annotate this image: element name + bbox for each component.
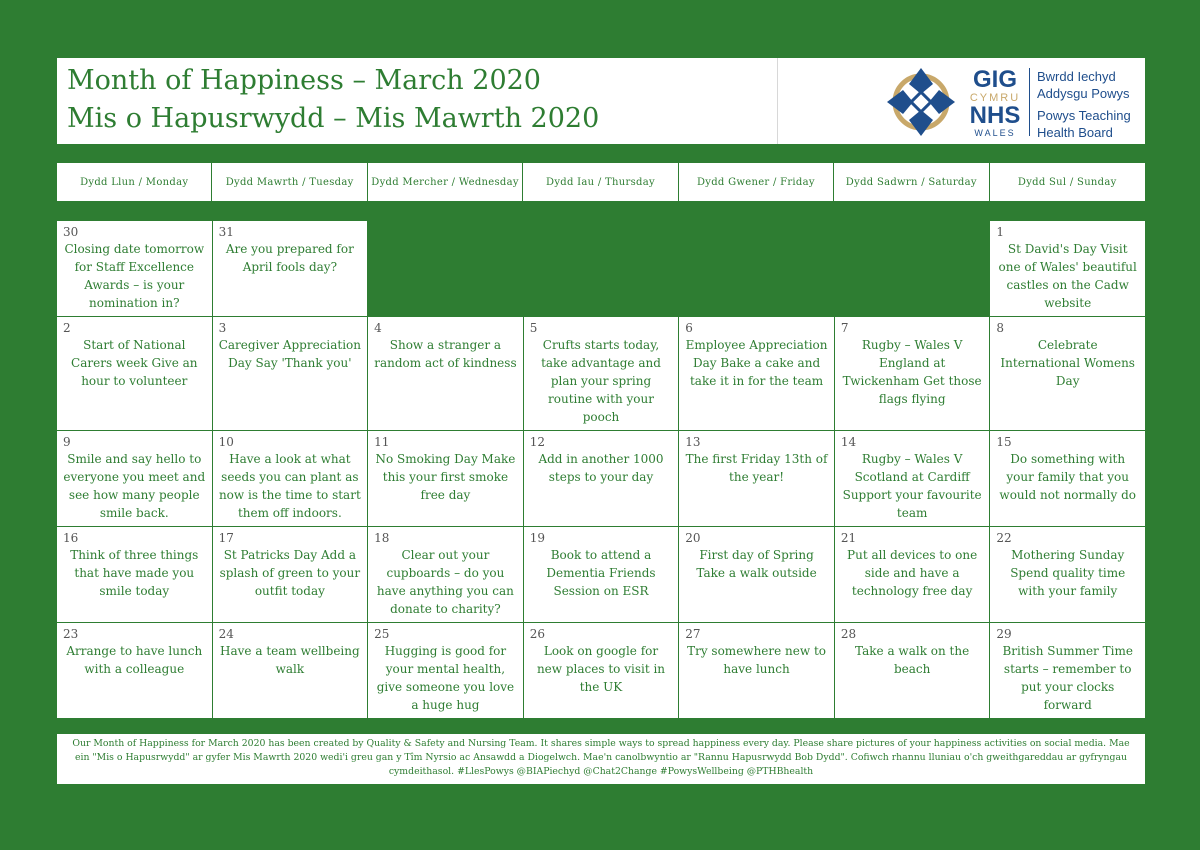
day-number: 17 (218, 531, 234, 545)
calendar-day-cell (990, 527, 1145, 622)
day-number: 19 (529, 531, 545, 545)
day-number: 13 (685, 435, 701, 449)
day-number: 7 (840, 321, 849, 335)
day-number: 22 (996, 531, 1012, 545)
day-number: 5 (529, 321, 538, 335)
empty-calendar-cell (368, 221, 523, 316)
day-number: 6 (685, 321, 693, 335)
calendar-day-cell (524, 431, 679, 526)
day-number: 11 (374, 435, 390, 449)
day-number: 9 (63, 435, 71, 449)
calendar-day-cell (368, 527, 523, 622)
day-number: 26 (529, 627, 545, 641)
weekday-header: Dydd Llun / Monday (57, 163, 212, 201)
nhs-text: NHS (969, 102, 1021, 129)
weekday-header: Dydd Iau / Thursday (523, 163, 678, 201)
board-name-english-2: Health Board (1037, 125, 1113, 140)
header-banner (57, 58, 1145, 144)
weekday-header-row (57, 163, 1145, 201)
empty-calendar-cell (524, 221, 679, 316)
day-activity-text: Start of National Carers week Give an hour to volunteer (71, 338, 198, 388)
title-block (67, 62, 599, 138)
day-activity-text: Look on google for new places to visit in the UK (536, 644, 666, 694)
day-activity-text: Are you prepared for April fools day? (225, 242, 354, 274)
day-number: 4 (374, 321, 382, 335)
day-activity-text: Clear out your cupboards – do you have anything you can donate to charity? (376, 548, 514, 616)
calendar-day-cell (524, 623, 679, 718)
day-number: 28 (840, 627, 857, 641)
day-number: 18 (374, 531, 390, 545)
day-number: 2 (63, 321, 71, 335)
calendar-day-cell (524, 527, 679, 622)
day-activity-text: Do something with your family that you would not normally do (999, 452, 1136, 502)
calendar-day-cell (835, 623, 990, 718)
calendar-day-cell (990, 221, 1145, 316)
calendar-day-cell (368, 623, 523, 718)
day-activity-text: Rugby – Wales V Scotland at Cardiff Support your favourite team (842, 452, 982, 520)
day-activity-text: Put all devices to one side and have a technology free day (847, 548, 978, 598)
nhs-logo (883, 64, 1143, 140)
calendar-day-cell (57, 431, 212, 526)
day-number: 1 (996, 225, 1005, 239)
day-activity-text: Add in another 1000 steps to your day (538, 452, 664, 484)
calendar-day-cell (213, 431, 368, 526)
calendar-day-cell (990, 317, 1145, 430)
calendar-day-cell (835, 431, 990, 526)
day-activity-text: St David's Day Visit one of Wales' beautiful castles on the Cadw website (998, 242, 1137, 310)
day-number: 12 (529, 435, 545, 449)
calendar-day-cell (57, 221, 212, 316)
calendar-grid (57, 221, 1145, 713)
weekday-header: Dydd Mercher / Wednesday (368, 163, 523, 201)
day-activity-text: Think of three things that have made you smile today (70, 548, 199, 598)
day-number: 14 (840, 435, 857, 449)
calendar-day-cell (679, 431, 834, 526)
day-number: 30 (63, 225, 79, 239)
day-activity-text: Rugby – Wales V England at Twickenham Get those flags flying (842, 338, 982, 406)
cymru-text: CYMRU (969, 92, 1021, 104)
gig-nhs-wordmark (965, 68, 1025, 138)
day-number: 3 (218, 321, 227, 335)
calendar-day-cell (990, 431, 1145, 526)
board-name-welsh-1: Bwrdd Iechyd (1037, 69, 1116, 84)
day-number: 21 (840, 531, 857, 545)
day-activity-text: Have a team wellbeing walk (220, 644, 360, 676)
calendar-day-cell (679, 317, 834, 430)
calendar-day-cell (57, 527, 212, 622)
day-activity-text: Closing date tomorrow for Staff Excellence Awards – is your nomination in? (64, 242, 205, 310)
gig-text: GIG (972, 66, 1017, 93)
day-number: 29 (996, 627, 1012, 641)
day-activity-text: Book to attend a Dementia Friends Session on ESR (546, 548, 656, 598)
day-activity-text: Have a look at what seeds you can plant as now is the time to start them off indoors. (218, 452, 361, 520)
day-number: 8 (996, 321, 1005, 335)
board-name-english-1: Powys Teaching (1037, 108, 1131, 123)
day-number: 20 (685, 531, 701, 545)
day-number: 24 (218, 627, 234, 641)
empty-calendar-cell (679, 221, 834, 316)
day-activity-text: The first Friday 13th of the year! (685, 452, 828, 484)
day-activity-text: Celebrate International Womens Day (1000, 338, 1135, 388)
footer-note: Our Month of Happiness for March 2020 has been created by Quality & Safety and Nursing Team. It shares simple ways to spread happiness every day. Please share pictures of your happiness activities on social media. Mae ein "Mis o Hapusrwydd" ar gyfer Mis Mawrth 2020 wedi'i greu gan y Tîm Nyrsio ac Ansawdd a Diogelwch. Mae'n canolbwyntio ar "Rannu Hapusrwydd Bob Dydd". Cofiwch rhannu lluniau o'ch gweithgareddau ar gyfryngau cymdeithasol. #LlesPowys @BIAPiechyd @Chat2Change #PowysWellbeing @PTHBhealth (57, 734, 1145, 784)
weekday-header: Dydd Sadwrn / Saturday (834, 163, 989, 201)
calendar-day-cell (57, 623, 212, 718)
calendar-day-cell (679, 623, 834, 718)
weekday-header: Dydd Gwener / Friday (679, 163, 834, 201)
calendar-day-cell (213, 317, 368, 430)
day-number: 25 (374, 627, 390, 641)
wales-text: WALES (974, 128, 1016, 138)
day-activity-text: No Smoking Day Make this your first smoke free day (375, 452, 516, 502)
day-activity-text: Hugging is good for your mental health, give someone you love a huge hug (376, 644, 515, 712)
title-welsh: Mis o Hapusrwydd – Mis Mawrth 2020 (67, 103, 600, 134)
header-divider (777, 58, 778, 144)
calendar-day-cell (213, 623, 368, 718)
calendar-day-cell (524, 317, 679, 430)
health-board-name (1037, 68, 1131, 141)
day-activity-text: Arrange to have lunch with a colleague (66, 644, 203, 676)
day-activity-text: St Patricks Day Add a splash of green to your outfit today (219, 548, 361, 598)
title-english: Month of Happiness – March 2020 (67, 65, 541, 96)
day-activity-text: Try somewhere new to have lunch (687, 644, 827, 676)
day-activity-text: Show a stranger a random act of kindness (374, 338, 517, 370)
logo-separator (1029, 68, 1030, 136)
calendar-day-cell (990, 623, 1145, 718)
empty-calendar-cell (835, 221, 990, 316)
calendar-day-cell (368, 431, 523, 526)
day-number: 27 (685, 627, 701, 641)
day-activity-text: Mothering Sunday Spend quality time with your family (1010, 548, 1126, 598)
day-activity-text: First day of Spring Take a walk outside (696, 548, 817, 580)
day-activity-text: Take a walk on the beach (855, 644, 970, 676)
calendar-day-cell (679, 527, 834, 622)
board-name-welsh-2: Addysgu Powys (1037, 86, 1130, 101)
day-number: 23 (63, 627, 79, 641)
day-number: 10 (218, 435, 234, 449)
celtic-knot-icon (883, 64, 959, 140)
weekday-header: Dydd Sul / Sunday (1017, 176, 1117, 188)
weekday-header: Dydd Mawrth / Tuesday (212, 163, 367, 201)
day-number: 16 (63, 531, 79, 545)
calendar-day-cell (57, 317, 212, 430)
day-number: 15 (996, 435, 1012, 449)
calendar-day-cell (835, 317, 990, 430)
calendar-day-cell (213, 221, 368, 316)
day-activity-text: Employee Appreciation Day Bake a cake and take it in for the team (685, 338, 828, 388)
day-activity-text: British Summer Time starts – remember to put your clocks forward (1002, 644, 1133, 712)
calendar-day-cell (213, 527, 368, 622)
calendar-day-cell (368, 317, 523, 430)
calendar-day-cell (835, 527, 990, 622)
day-activity-text: Smile and say hello to everyone you meet and see how many people smile back. (63, 452, 206, 520)
day-activity-text: Caregiver Appreciation Day Say 'Thank you' (218, 338, 362, 370)
day-activity-text: Crufts starts today, take advantage and plan your spring routine with your pooch (541, 338, 661, 424)
day-number: 31 (218, 225, 234, 239)
